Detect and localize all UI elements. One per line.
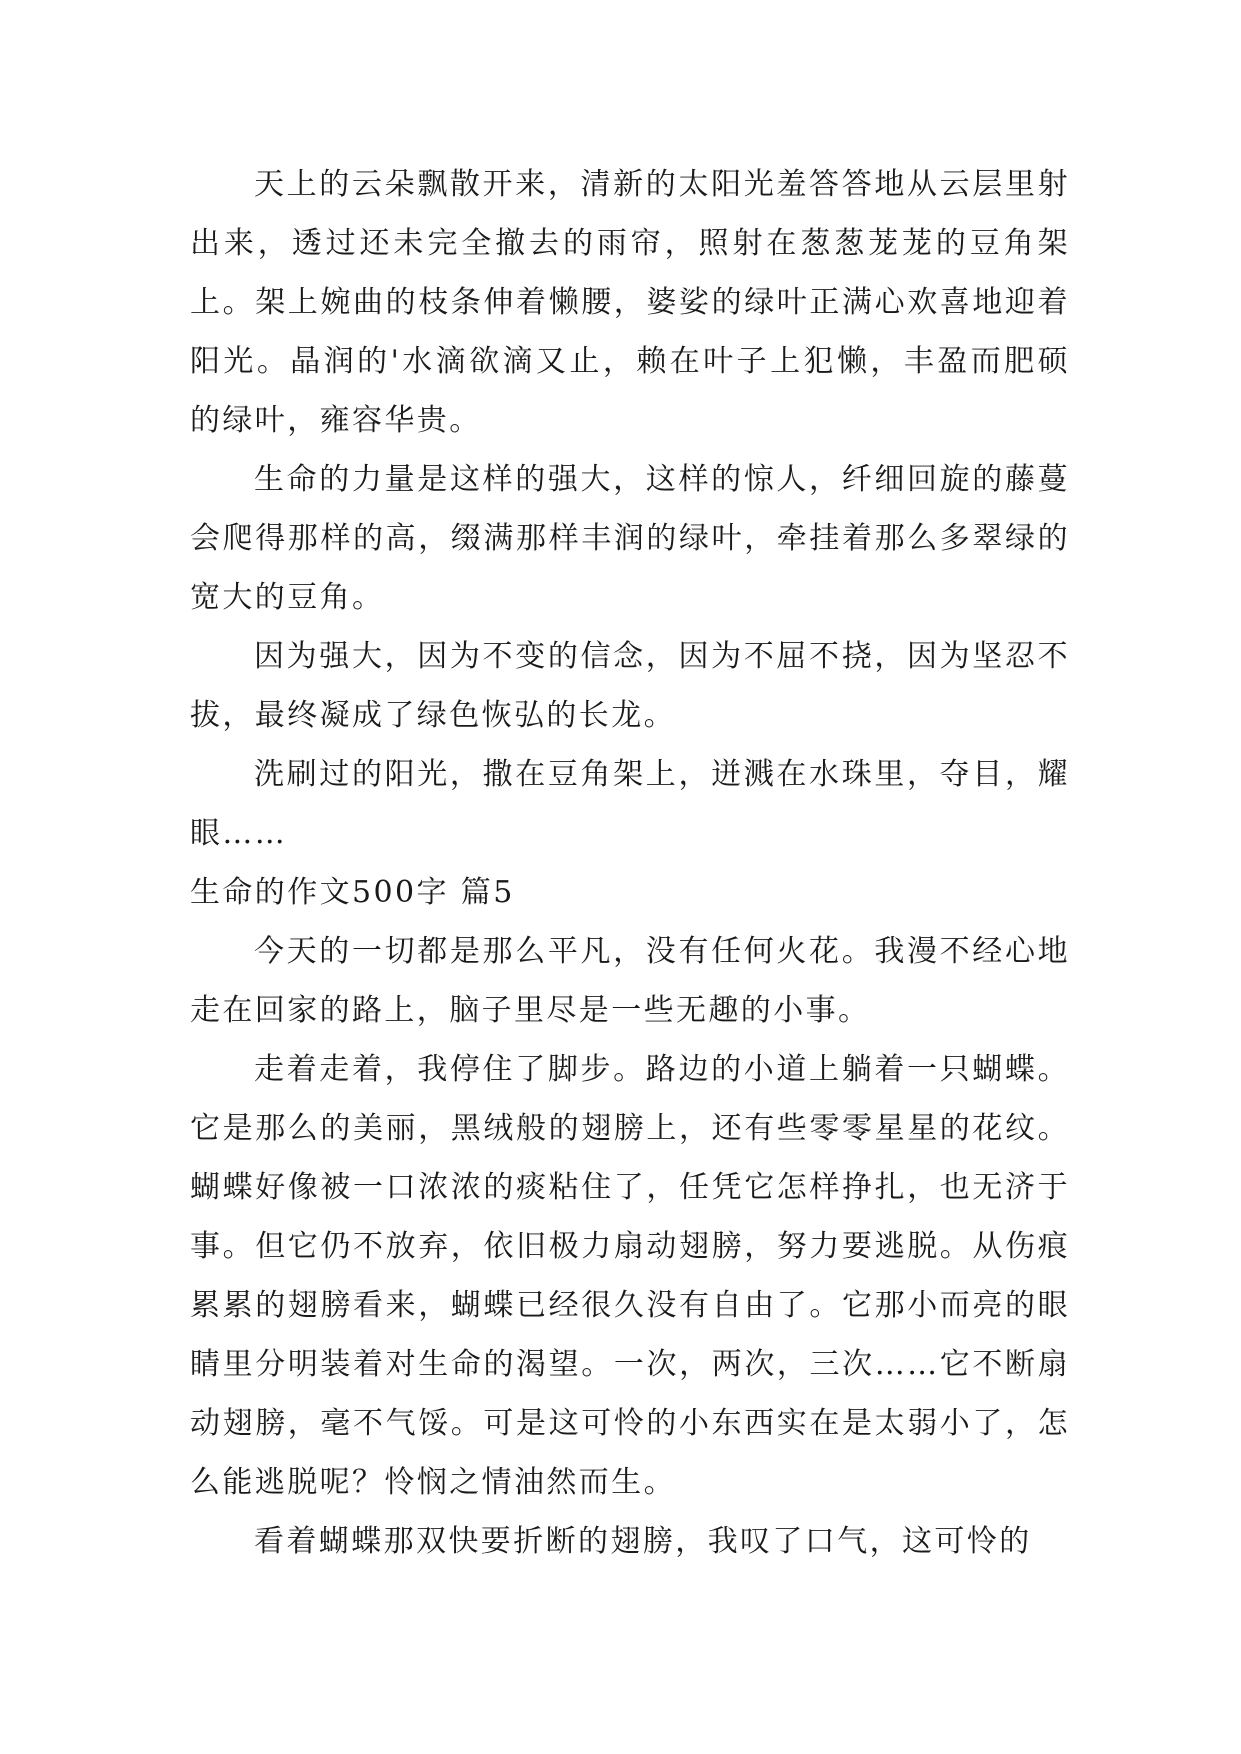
paragraph-clouds-sunlight: 天上的云朵飘散开来，清新的太阳光羞答答地从云层里射出来，透过还未完全撤去的雨帘，照射在葱葱茏茏的豆角架上。架上婉曲的枝条伸着懒腰，婆娑的绿叶正满心欢喜地迎着阳光。晶润的'水滴欲滴又止，赖在叶子上犯懒，丰盈而肥硕的绿叶，雍容华贵。	[190, 167, 1070, 438]
paragraph-washed-sunlight: 洗刷过的阳光，撒在豆角架上，迸溅在水珠里，夺目，耀眼……	[190, 757, 1070, 851]
paragraph-ordinary-day: 今天的一切都是那么平凡，没有任何火花。我漫不经心地走在回家的路上，脑子里尽是一些无趣的小事。	[190, 934, 1070, 1028]
paragraph-broken-wings: 看着蝴蝶那双快要折断的翅膀，我叹了口气，这可怜的	[254, 1524, 1032, 1559]
paragraph-power-of-life: 生命的力量是这样的强大，这样的惊人，纤细回旋的藤蔓会爬得那样的高，缀满那样丰润的绿叶，牵挂着那么多翠绿的宽大的豆角。	[190, 462, 1070, 615]
document-body	[190, 155, 1070, 1571]
paragraph-butterfly-struggle: 走着走着，我停住了脚步。路边的小道上躺着一只蝴蝶。它是那么的美丽，黑绒般的翅膀上，还有些零零星星的花纹。蝴蝶好像被一口浓浓的痰粘住了，任凭它怎样挣扎，也无济于事。但它仍不放弃，依旧极力扇动翅膀，努力要逃脱。从伤痕累累的翅膀看来，蝴蝶已经很久没有自由了。它那小而亮的眼睛里分明装着对生命的渴望。一次，两次，三次……它不断扇动翅膀，毫不气馁。可是这可怜的小东西实在是太弱小了，怎么能逃脱呢？怜悯之情油然而生。	[190, 1052, 1070, 1500]
essay-heading: 生命的作文500字 篇5	[190, 875, 515, 910]
paragraph-strength-belief: 因为强大，因为不变的信念，因为不屈不挠，因为坚忍不拔，最终凝成了绿色恢弘的长龙。	[190, 639, 1070, 733]
